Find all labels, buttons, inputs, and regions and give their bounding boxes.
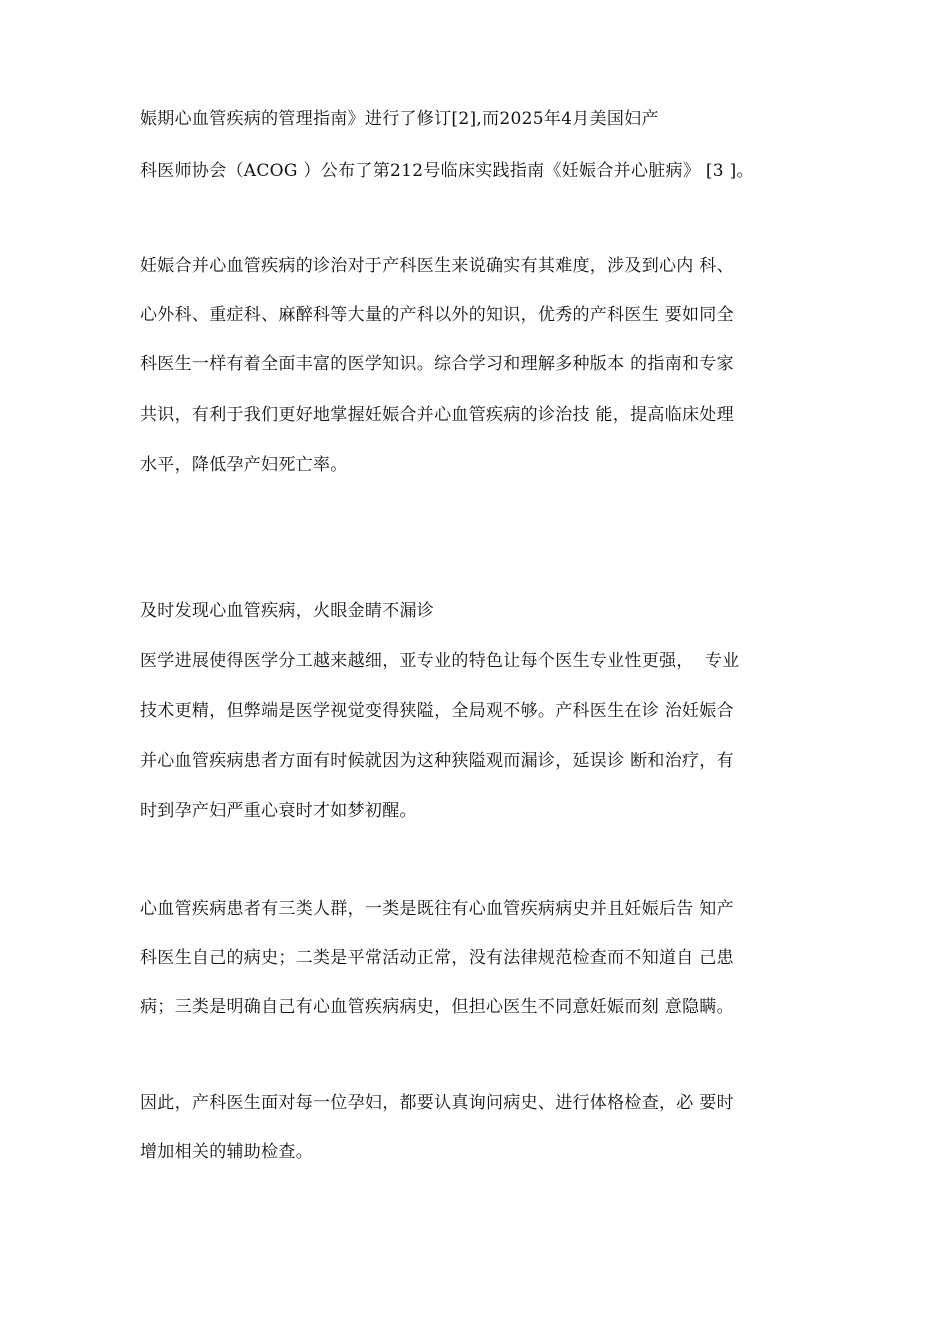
text-line: 增加相关的辅助检查。 [140,1142,313,1162]
text-line: 妊娠合并心血管疾病的诊治对于产科医生来说确实有其难度，涉及到心内 科、 [140,256,734,276]
text-line: 科医生自己的病史；二类是平常活动正常，没有法律规范检查而不知道自 己患 [140,948,734,968]
text-line: 心外科、重症科、麻醉科等大量的产科以外的知识，优秀的产科医生 要如同全 [140,305,734,325]
text-line: 并心血管疾病患者方面有时候就因为这种狭隘观而漏诊，延误诊 断和治疗，有 [140,751,734,771]
text-line: 科医师协会（ACOG ）公布了第212号临床实践指南《妊娠合并心脏病》 [3 ]。 [140,161,754,181]
section-heading: 及时发现心血管疾病，火眼金睛不漏诊 [140,601,435,621]
text-line: 娠期心血管疾病的管理指南》进行了修订[2],而2025年4月美国妇产 [140,109,659,129]
text-line: 医学进展使得医学分工越来越细，亚专业的特色让每个医生专业性更强， 专业 [140,651,740,671]
text-line: 水平，降低孕产妇死亡率。 [140,455,348,475]
text-line: 因此，产科医生面对每一位孕妇，都要认真询问病史、进行体格检查，必 要时 [140,1093,734,1113]
text-line: 共识，有利于我们更好地掌握妊娠合并心血管疾病的诊治技 能，提高临床处理 [140,405,734,425]
text-line: 技术更精，但弊端是医学视觉变得狭隘，全局观不够。产科医生在诊 治妊娠合 [140,701,734,721]
text-line: 科医生一样有着全面丰富的医学知识。综合学习和理解多种版本 的指南和专家 [140,354,734,374]
text-line: 病；三类是明确自己有心血管疾病病史，但担心医生不同意妊娠而刻 意隐瞒。 [140,997,734,1017]
text-line: 心血管疾病患者有三类人群，一类是既往有心血管疾病病史并且妊娠后告 知产 [140,899,734,919]
text-line: 时到孕产妇严重心衰时才如梦初醒。 [140,801,417,821]
